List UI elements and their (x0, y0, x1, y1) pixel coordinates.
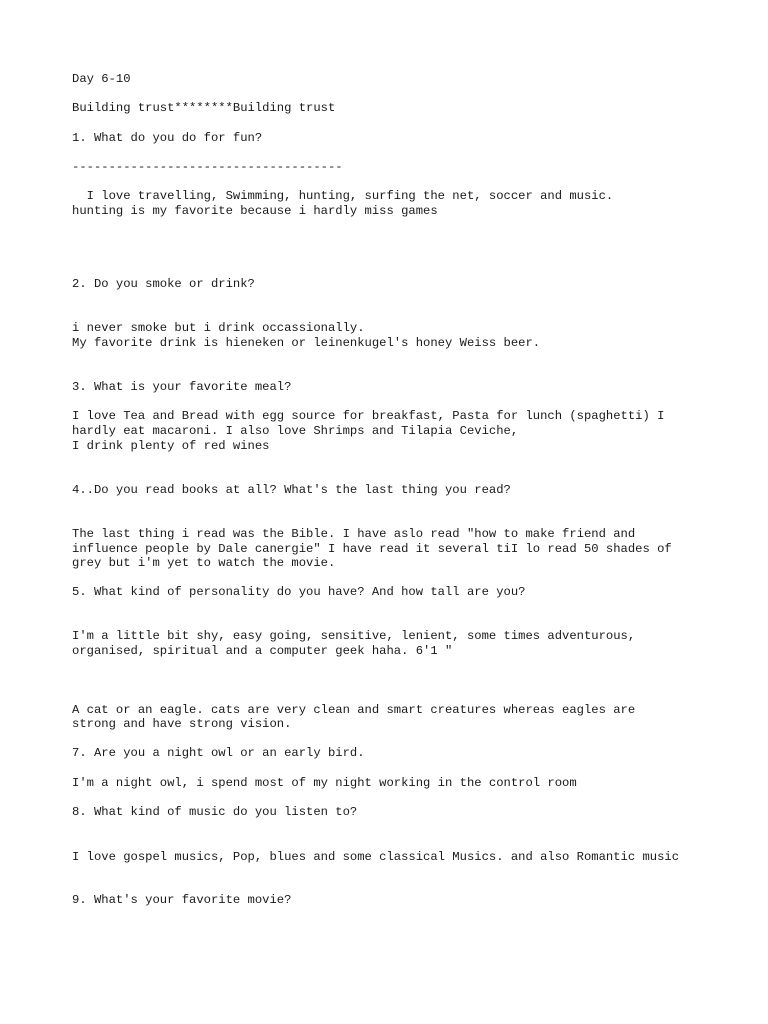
answer-5-line-2: organised, spiritual and a computer geek haha. 6'1 " (72, 644, 453, 658)
section-title: Building trust********Building trust (72, 101, 336, 115)
separator-line: ------------------------------------- (72, 160, 343, 174)
question-9: 9. What's your favorite movie? (72, 893, 292, 907)
answer-1-line-2: hunting is my favorite because i hardly miss games (72, 204, 438, 218)
question-1: 1. What do you do for fun? (72, 131, 263, 145)
answer-4-line-1: The last thing i read was the Bible. I have aslo read "how to make friend and (72, 527, 636, 541)
answer-7: I'm a night owl, i spend most of my night working in the control room (72, 776, 577, 790)
question-2: 2. Do you smoke or drink? (72, 277, 255, 291)
answer-2-line-2: My favorite drink is hieneken or leinenkugel's honey Weiss beer. (72, 336, 541, 350)
answer-2-line-1: i never smoke but i drink occassionally. (72, 321, 365, 335)
answer-3-line-3: I drink plenty of red wines (72, 439, 270, 453)
answer-5-line-1: I'm a little bit shy, easy going, sensitive, lenient, some times adventurous, (72, 629, 636, 643)
question-7: 7. Are you a night owl or an early bird. (72, 746, 365, 760)
answer-8: I love gospel musics, Pop, blues and some classical Musics. and also Romantic music (72, 850, 680, 864)
answer-6-line-1: A cat or an eagle. cats are very clean and smart creatures whereas eagles are (72, 703, 636, 717)
question-3: 3. What is your favorite meal? (72, 380, 292, 394)
document-header: Day 6-10 (72, 72, 131, 86)
answer-1-line-1: I love travelling, Swimming, hunting, surfing the net, soccer and music. (72, 189, 614, 203)
question-5: 5. What kind of personality do you have? And how tall are you? (72, 585, 526, 599)
question-8: 8. What kind of music do you listen to? (72, 805, 358, 819)
answer-6-line-2: strong and have strong vision. (72, 717, 292, 731)
answer-4-line-3: grey but i'm yet to watch the movie. (72, 556, 336, 570)
answer-3-line-1: I love Tea and Bread with egg source for breakfast, Pasta for lunch (spaghetti) I (72, 409, 665, 423)
answer-4-line-2: influence people by Dale canergie" I have read it several tiI lo read 50 shades of (72, 542, 672, 556)
answer-3-line-2: hardly eat macaroni. I also love Shrimps and Tilapia Ceviche, (72, 424, 519, 438)
question-4: 4..Do you read books at all? What's the last thing you read? (72, 483, 511, 497)
